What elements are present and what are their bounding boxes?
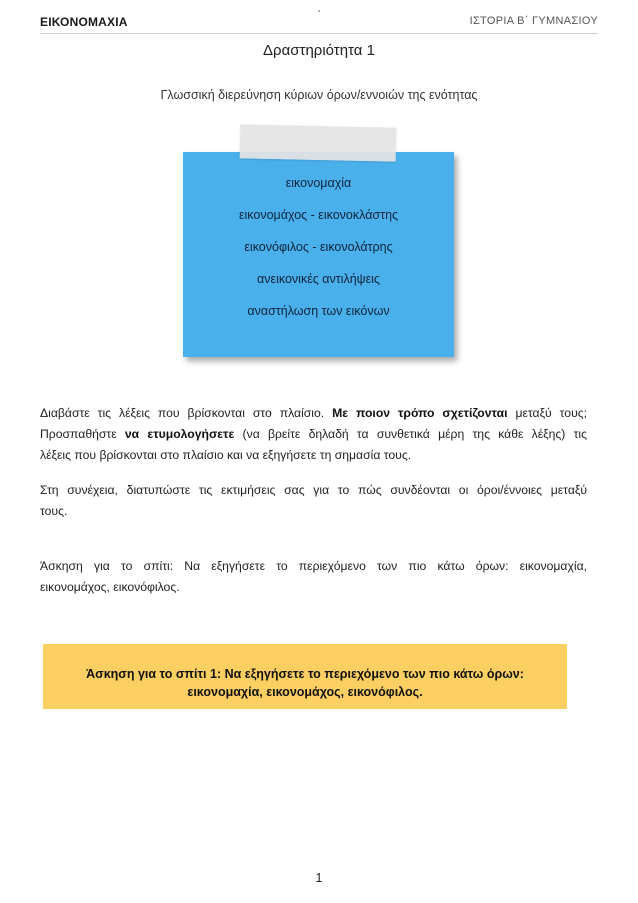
paragraph-line: τους. — [40, 504, 68, 518]
paragraph-line: λέξεις που βρίσκονται στο πλαίσιο και να εξηγήσετε τη σημασία τους. — [40, 448, 412, 462]
term-item: εικονομάχος - εικονοκλάστης — [238, 208, 399, 222]
page-subtitle: Γλωσσική διερεύνηση κύριων όρων/εννοιών της ενότητας — [160, 88, 478, 102]
paragraph-line: εικονομάχος, εικονόφιλος. — [40, 580, 180, 594]
header-dot — [318, 10, 320, 12]
instructions-paragraph — [40, 403, 587, 466]
header-title: ΕΙΚΟΝΟΜΑΧΙΑ — [40, 15, 128, 29]
term-item: αναστήλωση των εικόνων — [247, 304, 390, 318]
paragraph-line — [40, 424, 587, 445]
paragraph-line: Στη συνέχεια, διατυπώστε τις εκτιμήσεις σας για το πώς συνδέονται οι όροι/έννοιες μεταξύ — [40, 483, 587, 497]
term-item: εικονόφιλος - εικονολάτρης — [244, 240, 393, 254]
paragraph-line — [40, 403, 587, 424]
terms-note — [183, 152, 454, 357]
emphasis-text: να ετυμολογήσετε — [124, 427, 235, 441]
header-subject: ΙΣΤΟΡΙΑ Β΄ ΓΥΜΝΑΣΙΟΥ — [469, 15, 598, 27]
term-item: εικονομαχία — [285, 176, 352, 190]
page-title: Δραστηριότητα 1 — [263, 42, 375, 59]
homework-line: Άσκηση για το σπίτι 1: Να εξηγήσετε το περιεχόμενο των πιο κάτω όρων: — [86, 667, 524, 681]
followup-paragraph — [40, 480, 587, 522]
text-run: Διαβάστε τις λέξεις που βρίσκονται στο πλαίσιο. — [40, 406, 325, 420]
homework-box — [43, 644, 567, 709]
term-item: ανεικονικές αντιλήψεις — [257, 272, 380, 286]
tape-strip — [240, 124, 397, 161]
header-divider — [40, 33, 598, 34]
text-run: (να βρείτε δηλαδή τα συνθετικά μέρη της κάθε λέξης) τις — [242, 427, 587, 441]
emphasis-text: Με ποιον τρόπο σχετίζονται — [332, 406, 508, 420]
text-run: Προσπαθήστε — [40, 427, 117, 441]
homework-paragraph — [40, 556, 587, 598]
homework-line: εικονομαχία, εικονομάχος, εικονόφιλος. — [187, 685, 423, 699]
paragraph-line: Άσκηση για το σπίτι: Να εξηγήσετε το περιεχόμενο των πιο κάτω όρων: εικονομαχία, — [40, 559, 587, 573]
page-number: 1 — [315, 871, 323, 885]
text-run: μεταξύ τους; — [515, 406, 587, 420]
